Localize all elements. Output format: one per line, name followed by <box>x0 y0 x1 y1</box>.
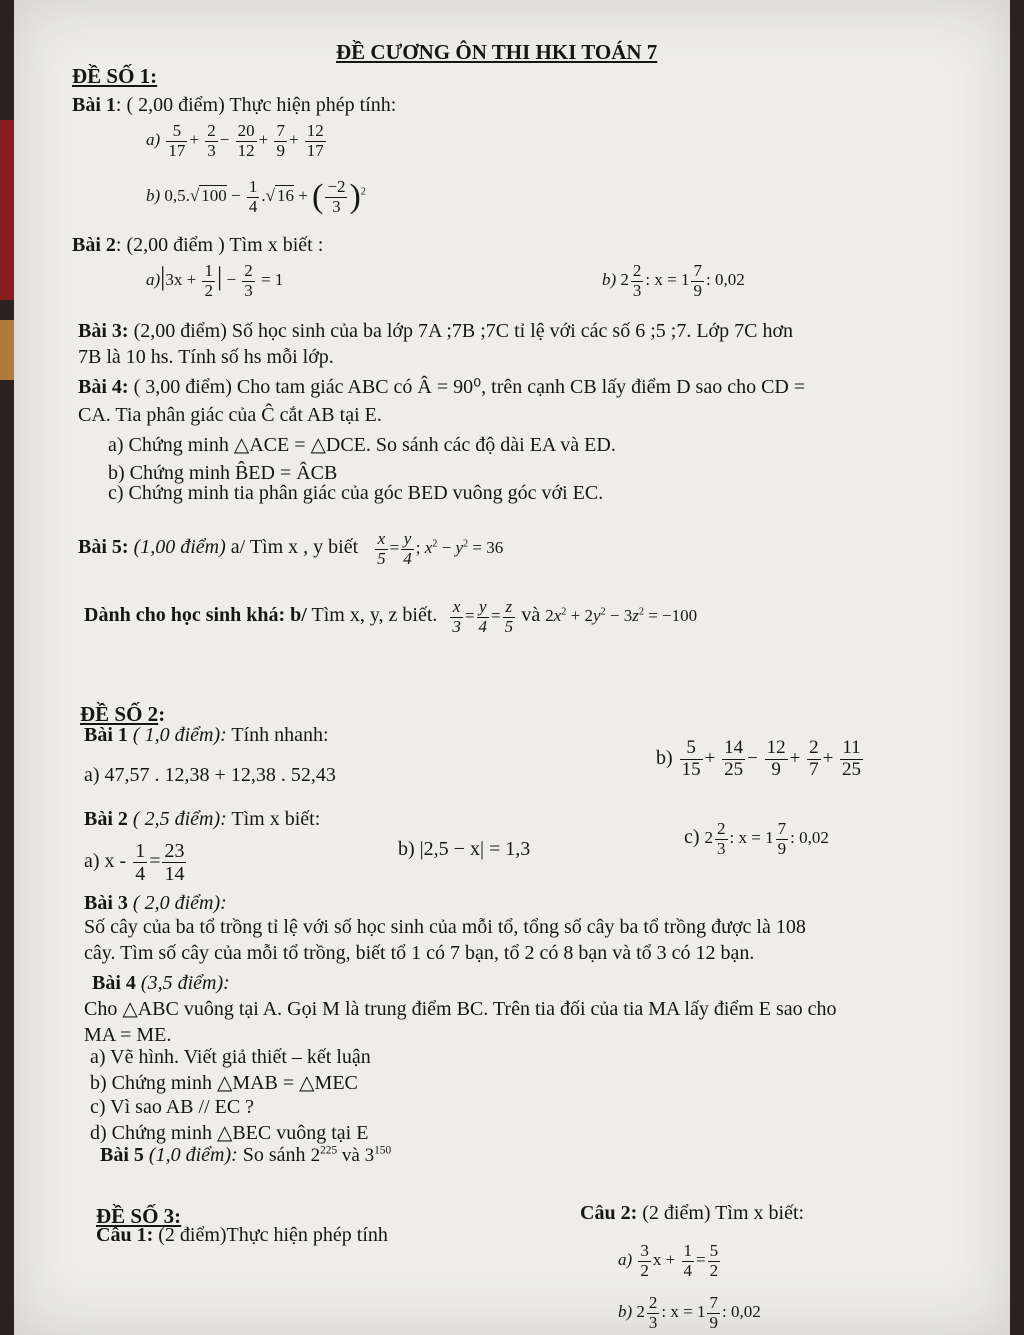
de1-bai3-line1 <box>78 320 793 343</box>
de1-bai5-expr-c: $2x^2 + 2y^2 - 3z^2 = -100$ <box>545 606 698 626</box>
de1-bai1-expr-b: b) 0,5.√ 100 − $\frac{1}{4}$ .√ 16 + ( $\frac{-2}{3}$ )$^2$ <box>146 177 366 216</box>
de2-heading-text: ĐỀ SỐ 2 <box>80 702 159 726</box>
de1-bai5-line1 <box>78 530 503 568</box>
de1-bai3-line2: 7B là 10 hs. Tính số hs mỗi lớp. <box>78 346 334 368</box>
de2-bai5 <box>100 1144 391 1167</box>
de2-bai5-expr: $2^{225}$ và $3^{150}$ <box>310 1144 392 1166</box>
de2-bai1 <box>84 724 329 747</box>
de1-bai4-line2: CA. Tia phân giác của Ĉ cắt AB tại E. <box>78 404 382 426</box>
de2-bai4-d: d) Chứng minh △BEC vuông tại E <box>90 1122 369 1144</box>
de2-bai3-line1: Số cây của ba tổ trồng tỉ lệ với số học sinh của mỗi tổ, tổng số cây ba tổ trồng được là 108 <box>84 916 806 938</box>
de3-cau2-text: (2 điểm) Tìm x biết: <box>637 1202 805 1224</box>
de2-bai1-b-expr: $\frac{5}{15}$ + $\frac{14}{25}$ − $\frac{12}{9}$ + $\frac{2}{7}$ + $\frac{11}{25}$ <box>681 737 862 780</box>
de3-cau2-title: Câu 2: <box>580 1202 638 1224</box>
de1-bai1 <box>72 94 396 117</box>
de1-bai5-expr-a: $\frac{x}{5}$ = $\frac{y}{4}$ ; $x^2 - y^2 = 36$ <box>377 529 504 568</box>
de1-bai5-points: (1,00 điểm) <box>133 536 226 559</box>
de2-bai2-title: Bài 2 <box>84 808 128 830</box>
de2-bai3 <box>84 892 227 915</box>
de2-bai2-a: a) x - $\frac{1}{4}$ = $\frac{23}{14}$ <box>84 840 185 885</box>
de2-bai1-a: a) 47,57 . 12,38 + 12,38 . 52,43 <box>84 764 336 786</box>
de2-bai4-a: a) Vẽ hình. Viết giả thiết – kết luận <box>90 1046 371 1068</box>
de1-bai2-title: Bài 2 <box>72 234 116 256</box>
page-title: ĐỀ CƯƠNG ÔN THI HKI TOÁN 7 <box>336 40 658 64</box>
de1-bai1-title: Bài 1 <box>72 94 116 116</box>
de2-heading-colon: : <box>158 702 166 726</box>
de1-bai5-title: Bài 5: <box>78 536 129 559</box>
de1-bai4-a: a) Chứng minh △ACE = △DCE. So sánh các độ dài EA và ED. <box>108 434 616 456</box>
de2-bai5-points: (1,0 điểm): <box>143 1144 238 1166</box>
de2-bai4-points: (3,5 điểm): <box>135 972 230 994</box>
de1-bai1-expr-a: a) $\frac{5}{17}$ + $\frac{2}{3}$ − $\frac{20}{12}$ + $\frac{7}{9}$ + $\frac{12}{17}$ <box>146 121 324 160</box>
de2-bai1-text: Tính nhanh: <box>226 724 329 746</box>
de3-heading: ĐỀ SỐ 3: <box>96 1204 182 1228</box>
de1-bai5-kha: Dành cho học sinh khá: b/ <box>84 604 307 627</box>
de1-bai4-b: b) Chứng minh B̂ED = ÂCB <box>108 462 338 484</box>
de3-cau2-expr-b: b) 2 $\frac{2}{3}$ : x = 1 $\frac{7}{9}$ : 0,02 <box>618 1293 761 1332</box>
de1-bai5-expr-b: $\frac{x}{3}$ = $\frac{y}{4}$ = $\frac{z}{5}$ <box>452 597 514 636</box>
de2-bai3-title: Bài 3 <box>84 892 128 914</box>
de2-bai4-line2: MA = ME. <box>84 1024 172 1046</box>
de3-cau2 <box>580 1202 804 1225</box>
de2-bai2-a-label: a) x - <box>84 850 127 873</box>
de1-bai4-text1: ( 3,00 điểm) Cho tam giác ABC có Â = 90⁰, trên cạnh CB lấy điểm D sao cho CD = <box>133 376 806 398</box>
de1-heading: ĐỀ SỐ 1: <box>72 64 158 88</box>
de2-bai4-c: c) Vì sao AB // EC ? <box>90 1096 255 1118</box>
de1-bai5-a: a/ Tìm x , y biết <box>230 536 359 559</box>
de2-bai5-text: So sánh <box>237 1144 306 1166</box>
de1-bai4-line1 <box>78 374 805 399</box>
de2-bai2-text: Tìm x biết: <box>226 808 321 830</box>
de2-bai2-points: ( 2,5 điểm): <box>127 808 227 830</box>
de3-cau1-text: (2 điểm)Thực hiện phép tính <box>153 1224 388 1246</box>
de2-bai2-c-expr: 2 $\frac{2}{3}$ : x = 1 $\frac{7}{9}$ : 0,02 <box>704 819 829 858</box>
de2-bai4 <box>92 972 230 995</box>
de3-cau1 <box>96 1224 388 1247</box>
de1-bai5-line2 <box>84 598 697 636</box>
de2-bai4-title: Bài 4 <box>92 972 136 994</box>
de2-bai1-b <box>656 738 865 781</box>
de2-bai3-line2: cây. Tìm số cây của mỗi tổ trồng, biết tổ 1 có 7 bạn, tổ 2 có 8 bạn và tổ 3 có 12 bạn. <box>84 942 755 964</box>
de1-bai3-title: Bài 3: <box>78 320 129 342</box>
de2-bai1-title: Bài 1 <box>84 724 128 746</box>
de3-cau1-title: Câu 1: <box>96 1224 154 1246</box>
background-red-mark-top <box>0 120 14 300</box>
de2-bai5-title: Bài 5 <box>100 1144 144 1166</box>
de2-bai1-b-label: b) <box>656 746 673 769</box>
de2-bai2-c <box>684 820 829 858</box>
de3-cau2-expr-a: a) $\frac{3}{2}$ x + $\frac{1}{4}$ = $\frac{5}{2}$ <box>618 1241 719 1280</box>
de2-bai1-points: ( 1,0 điểm): <box>127 724 227 746</box>
exam-paper <box>14 0 1010 1335</box>
de2-bai4-b: b) Chứng minh △MAB = △MEC <box>90 1072 358 1094</box>
de2-bai2 <box>84 808 320 831</box>
de1-bai4-c: c) Chứng minh tia phân giác của góc BED vuông góc với EC. <box>108 482 604 504</box>
background-red-mark-bottom <box>0 320 14 380</box>
de1-bai2-text: : (2,00 điểm ) Tìm x biết : <box>115 234 324 256</box>
de2-bai2-c-label: c) <box>684 826 700 849</box>
de2-bai3-points: ( 2,0 điểm): <box>127 892 227 914</box>
de1-bai5-va: và <box>521 604 541 627</box>
de1-bai2 <box>72 234 323 257</box>
de2-bai2-b: b) |2,5 − x| = 1,3 <box>398 838 531 860</box>
de1-bai4-title: Bài 4: <box>78 376 129 398</box>
de1-bai2-expr-b: b) 2 $\frac{2}{3}$ : x = 1 $\frac{7}{9}$ : 0,02 <box>602 261 745 300</box>
de1-bai5-b: Tìm x, y, z biết. <box>311 604 438 627</box>
de2-bai4-line1: Cho △ABC vuông tại A. Gọi M là trung điểm BC. Trên tia đối của tia MA lấy điểm E sao cho <box>84 998 837 1020</box>
de1-bai2-expr-a: a)|3x + $\frac{1}{2}$ | − $\frac{2}{3}$ = 1 <box>146 261 284 300</box>
de1-bai1-text: : ( 2,00 điểm) Thực hiện phép tính: <box>115 94 397 116</box>
de1-bai3-text1: (2,00 điểm) Số học sinh của ba lớp 7A ;7B ;7C tỉ lệ với các số 6 ;5 ;7. Lớp 7C hơn <box>133 320 794 342</box>
